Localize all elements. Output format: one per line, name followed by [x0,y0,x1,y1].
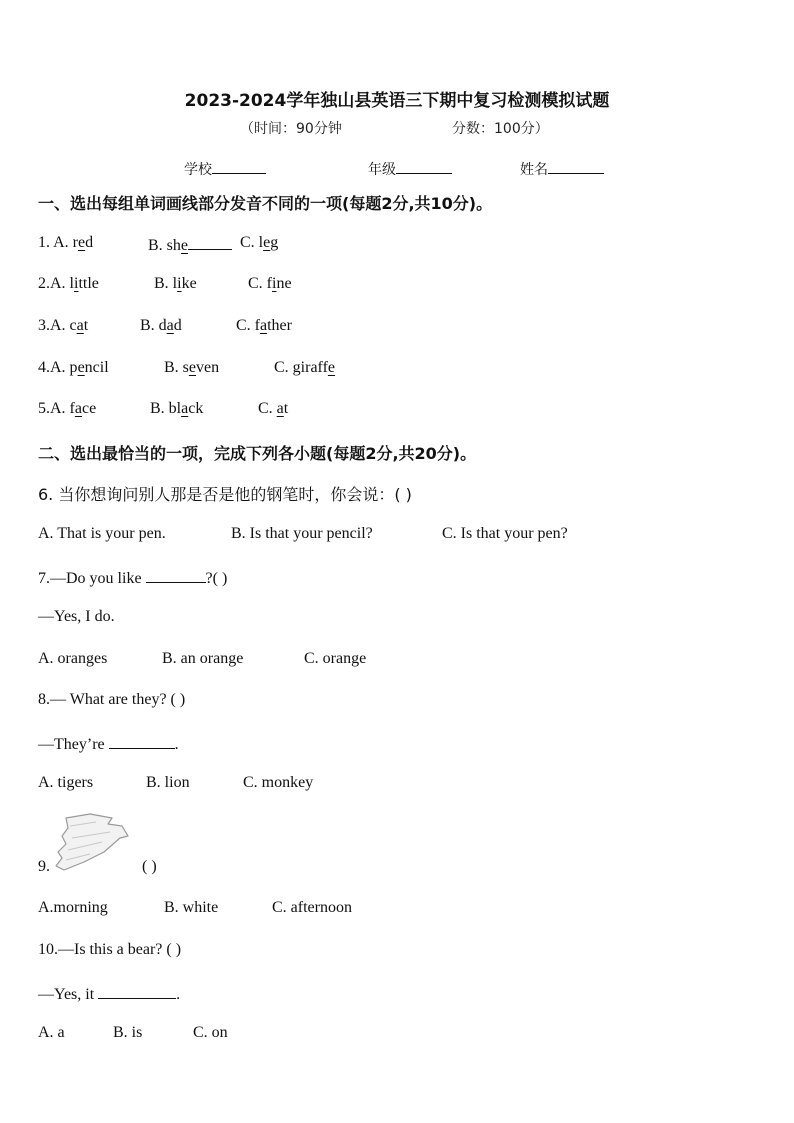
q2-option-a[interactable]: A. little [50,275,99,292]
question-7-reply: —Yes, I do. [38,608,115,625]
question-7-stem: 7.—Do you like ?( ) [38,567,227,588]
q4-option-b[interactable]: B. seven [164,359,220,376]
q10-option-b[interactable]: B. is [113,1024,143,1041]
q3-option-b[interactable]: B. dad [140,317,182,334]
question-8-stem: 8.— What are they? ( ) [38,691,186,708]
q6-option-b[interactable]: B. Is that your pencil? [231,525,373,542]
q3-option-c[interactable]: C. father [236,317,292,334]
school-field [184,159,266,179]
section2-heading: 二、选出最恰当的一项，完成下列各小题(每题2分,共20分)。 [38,444,477,463]
q1-number: 1. [38,234,50,251]
grade-field [368,159,452,179]
q8-option-c[interactable]: C. monkey [243,774,314,791]
q5-option-a[interactable]: A. face [50,400,97,417]
q9-answer-paren[interactable]: ( ) [142,858,157,875]
q7-option-b[interactable]: B. an orange [162,650,244,667]
q10-blank[interactable] [98,983,176,999]
q8-option-b[interactable]: B. lion [146,774,190,791]
name-blank[interactable] [548,159,604,174]
question-4 [38,359,109,377]
q5-option-c[interactable]: C. at [258,400,289,417]
q4-option-a[interactable]: A. pencil [50,359,109,376]
question-1 [38,234,93,252]
section1-heading: 一、选出每组单词画线部分发音不同的一项(每题2分,共10分)。 [38,194,493,213]
q1-option-a[interactable]: A. red [53,234,94,251]
q9-option-a[interactable]: A.morning [38,899,108,916]
q6-option-c[interactable]: C. Is that your pen? [442,525,568,542]
question-10-reply: —Yes, it . [38,983,180,1004]
q7-option-a[interactable]: A. oranges [38,650,108,667]
q2-number: 2. [38,275,50,292]
question-5 [38,400,96,418]
q4-number: 4. [38,359,50,376]
school-label: 学校 [184,162,212,178]
name-field [520,159,604,179]
question-9-number: 9. [38,858,50,875]
q7-blank[interactable] [146,567,206,583]
q6-option-a[interactable]: A. That is your pen. [38,525,166,542]
grade-label: 年级 [368,162,396,178]
exam-score: 分数：100分） [452,121,549,137]
exam-time: （时间：90分钟 [240,121,342,137]
question-2 [38,275,99,293]
q4-option-c[interactable]: C. giraffe [274,359,336,376]
q3-option-a[interactable]: A. cat [50,317,89,334]
q2-option-c[interactable]: C. fine [248,275,292,292]
q8-blank[interactable] [109,733,175,749]
question-10-stem: 10.—Is this a bear? ( ) [38,941,182,958]
school-blank[interactable] [212,159,266,174]
q10-option-c[interactable]: C. on [193,1024,228,1041]
q5-option-b[interactable]: B. black [150,400,204,417]
q9-option-c[interactable]: C. afternoon [272,899,352,916]
page-title: 2023-2024学年独山县英语三下期中复习检测模拟试题 [184,91,610,111]
question-8-reply: —They’re . [38,733,179,754]
q2-option-b[interactable]: B. like [154,275,197,292]
question-6-stem: 6. 当你想询问别人那是否是他的钢笔时，你会说：( ) [38,485,412,504]
brush-stroke-picture [50,812,130,874]
q7-option-c[interactable]: C. orange [304,650,367,667]
q3-number: 3. [38,317,50,334]
name-label: 姓名 [520,162,548,178]
q5-number: 5. [38,400,50,417]
q1-option-b[interactable]: B. she [148,234,232,255]
q1-option-c[interactable]: C. leg [240,234,279,251]
q8-option-a[interactable]: A. tigers [38,774,94,791]
question-3 [38,317,88,335]
grade-blank[interactable] [396,159,452,174]
q9-option-b[interactable]: B. white [164,899,219,916]
q10-option-a[interactable]: A. a [38,1024,65,1041]
